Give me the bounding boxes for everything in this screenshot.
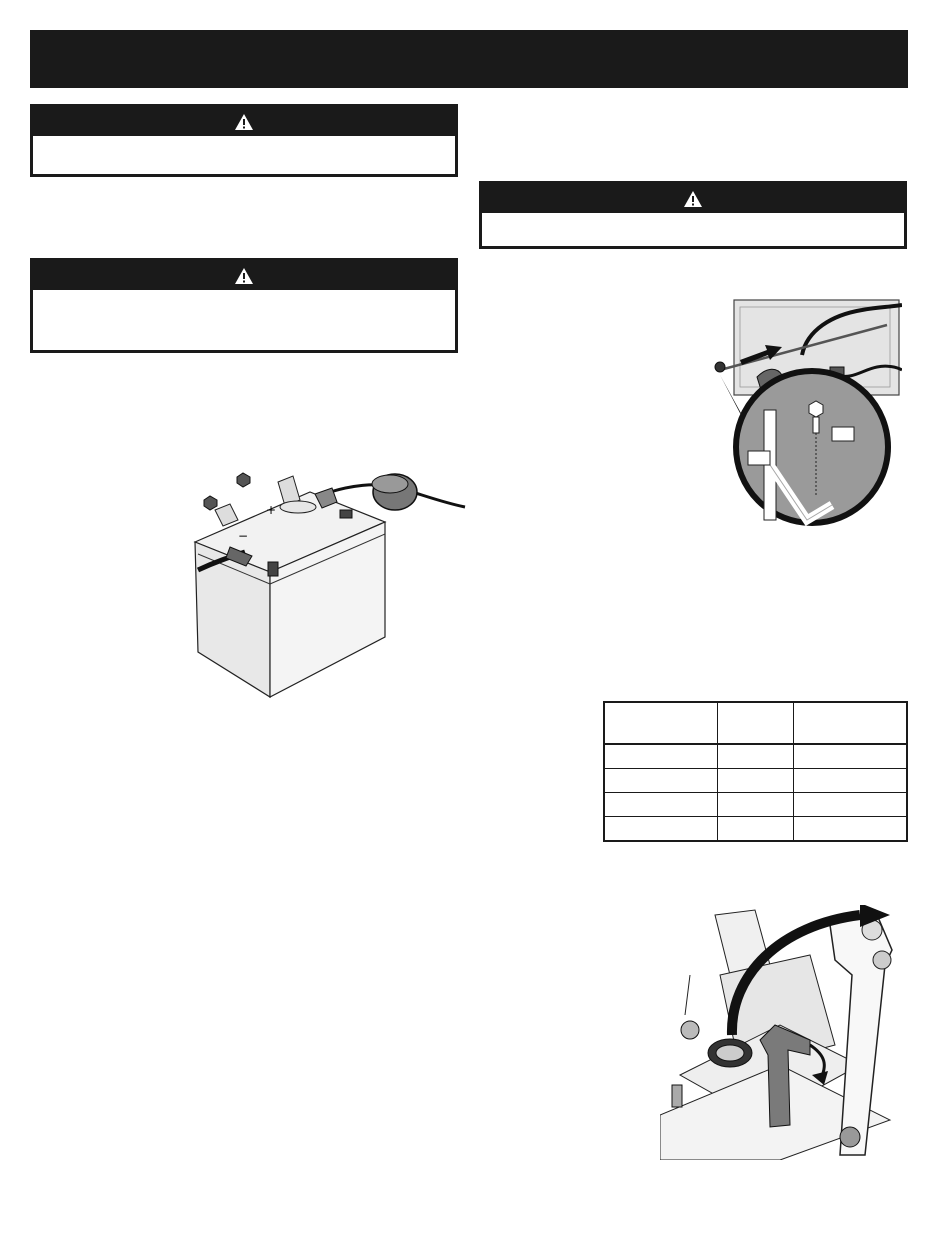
warning-box-1 [30,104,458,177]
warning-header [33,107,455,136]
callout-label-box [832,427,854,441]
table-cell [793,817,907,842]
table-cell [604,817,718,842]
warning-box-3 [479,181,907,249]
table-header-cell [604,702,718,744]
cable-routing-illustration [712,295,902,530]
table-row [604,817,907,842]
callout-label-box [748,451,770,465]
table-cell [604,744,718,769]
table-row [604,769,907,793]
battery-illustration [190,462,470,702]
negative-symbol: − [238,529,249,543]
table-cell [718,817,794,842]
table-cell [604,769,718,793]
warning-header [33,261,455,290]
table-cell [604,793,718,817]
spec-table [603,701,908,842]
warning-box-2 [30,258,458,353]
table-cell [718,769,794,793]
table-header-cell [793,702,907,744]
table-header-cell [718,702,794,744]
table-row [604,793,907,817]
page-header-bar [30,30,908,88]
warning-triangle-icon [234,267,254,285]
table-cell [718,793,794,817]
table-row [604,744,907,769]
warning-header [482,184,904,213]
warning-triangle-icon [234,113,254,131]
table-cell [793,793,907,817]
table-header-row [604,702,907,744]
warning-triangle-icon [683,190,703,208]
table-cell [718,744,794,769]
table-cell [793,769,907,793]
positive-symbol: + [266,503,277,517]
table-cell [793,744,907,769]
lift-lever-illustration [660,905,910,1160]
